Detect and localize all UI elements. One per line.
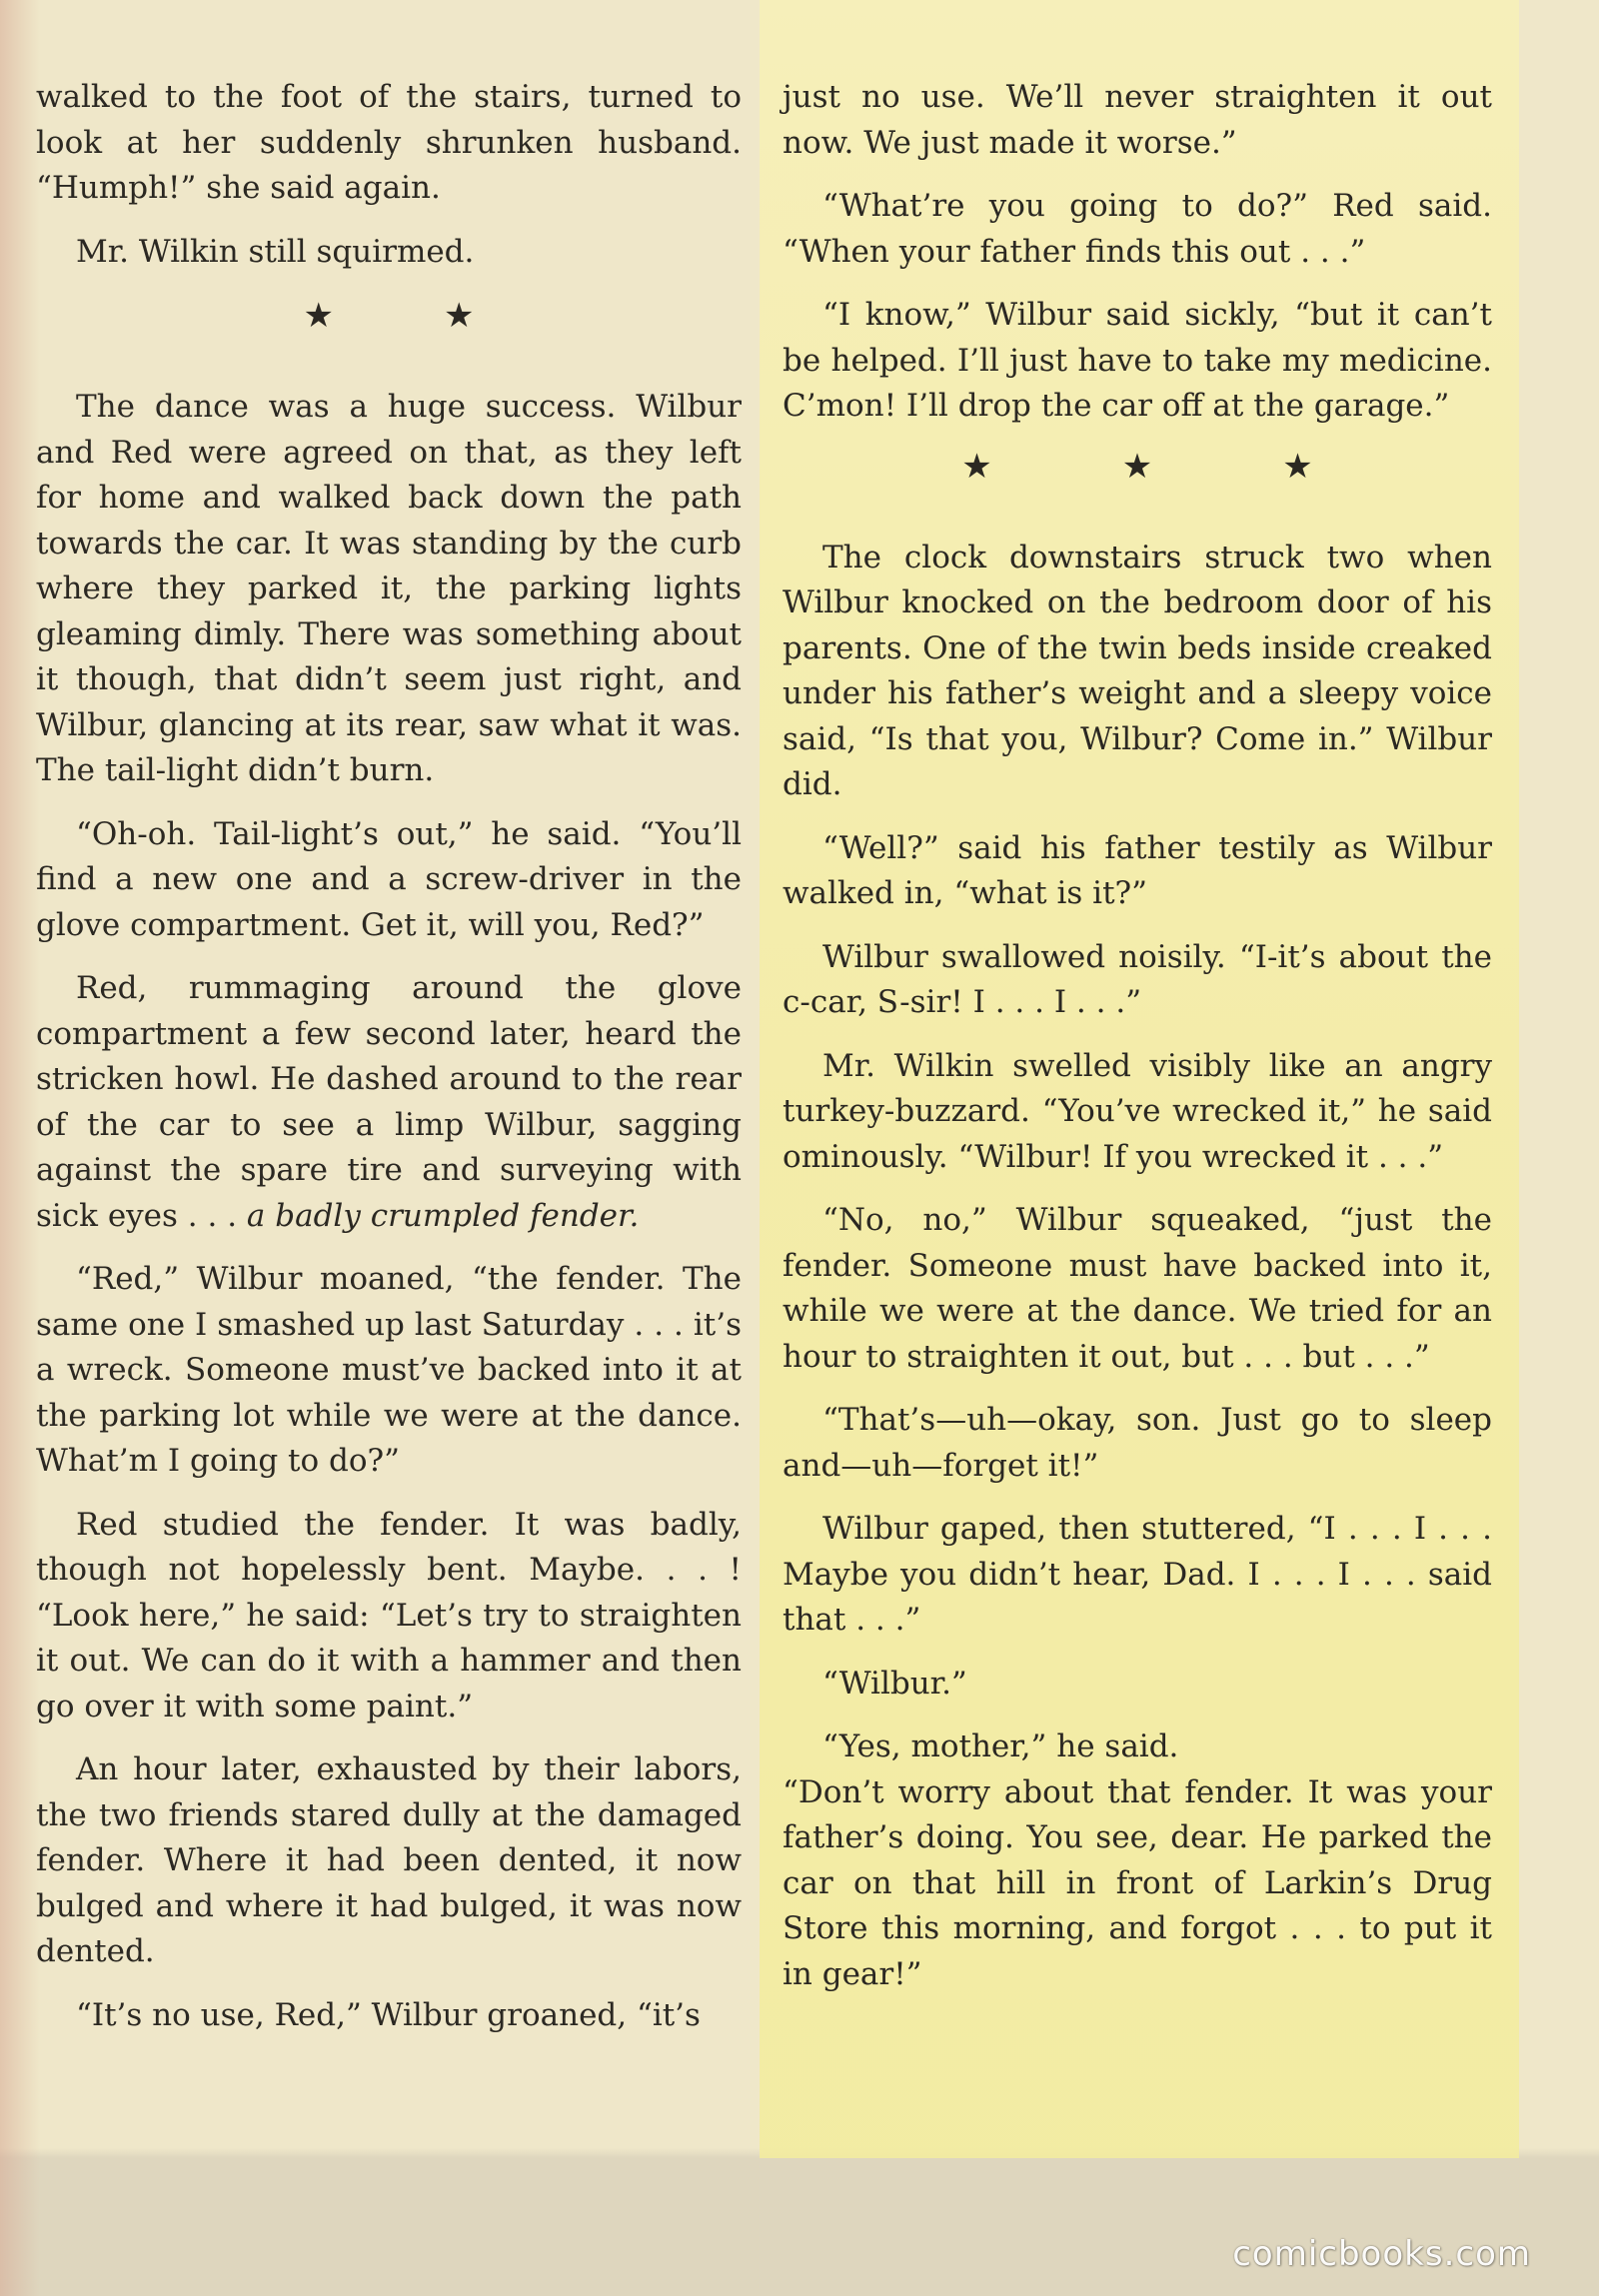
- paragraph: “Well?” said his father testily as Wilbur walked in, “what is it?”: [783, 829, 1492, 911]
- star-icon: ★: [1282, 446, 1313, 487]
- paragraph: Wilbur gaped, then stuttered, “I . . . I . . . Maybe you didn’t hear, Dad. I . . . I . . . said that . . .”: [783, 1511, 1492, 1638]
- scene-break-stars: [783, 446, 1492, 487]
- paragraph: “I know,” Wilbur said sickly, “but it can’t be helped. I’ll just have to take my medicine. C’mon! I’ll drop the car off at the garage.”: [783, 297, 1492, 424]
- star-icon: ★: [961, 446, 992, 487]
- paragraph: Wilbur swallowed noisily. “I-it’s about the c-car, S-sir! I . . . I . . .”: [783, 938, 1492, 1020]
- paragraph: Red studied the fender. It was badly, though not hopelessly bent. Maybe. . . ! “Look here,” he said: “Let’s try to straighten it out. We can do it with a hammer and then go over it with some paint.”: [36, 1506, 742, 1724]
- paragraph: “That’s—uh—okay, son. Just go to sleep and—uh—forget it!”: [783, 1402, 1492, 1484]
- paragraph: “It’s no use, Red,” Wilbur groaned, “it’s: [76, 1996, 701, 2033]
- paragraph: The dance was a huge success. Wilbur and Red were agreed on that, as they left for home and walked back down the path towards the car. It was standing by the curb where they parked it, the parking lights gleaming dimly. There was something about it though, that didn’t seem just right, and Wilbur, glancing at its rear, saw what it was. The tail-light didn’t burn.: [36, 389, 742, 788]
- paragraph: “Oh-oh. Tail-light’s out,” he said. “You’ll find a new one and a screw-driver in the glove compartment. Get it, will you, Red?”: [36, 815, 742, 943]
- paragraph-text: Red, rummaging around the glove compartment a few second later, heard the stricken howl. He dashed around to the rear of the car to see a limp Wilbur, sagging against the spare tire and surveying with sick eyes . . .: [36, 970, 742, 1234]
- paragraph: “No, no,” Wilbur squeaked, “just the fender. Someone must have backed into it, while we were at the dance. We tried for an hour to straighten it out, but . . . but . . .”: [783, 1202, 1492, 1375]
- paragraph: “Yes, mother,” he said.: [822, 1728, 1179, 1764]
- right-column: [783, 75, 1492, 2015]
- paragraph: An hour later, exhausted by their labors, the two friends stared dully at the damaged fender. Where it had been dented, it now bulged and where it had bulged, it was now dented.: [36, 1751, 742, 1969]
- paragraph: walked to the foot of the stairs, turned to look at her suddenly shrunken husband. “Humph!” she said again.: [36, 79, 742, 206]
- paragraph: “What’re you going to do?” Red said. “When your father finds this out . . .”: [783, 188, 1492, 270]
- paragraph: just no use. We’ll never straighten it out now. We just made it worse.”: [783, 79, 1492, 161]
- italic-phrase: a badly crumpled fender.: [246, 1197, 640, 1234]
- paragraph: “Red,” Wilbur moaned, “the fender. The same one I smashed up last Saturday . . . it’s a wreck. Someone must’ve backed into it at the parking lot while we were at the dance. What’m I going to do?”: [36, 1261, 742, 1479]
- paragraph: “Wilbur.”: [822, 1665, 967, 1702]
- paragraph: Mr. Wilkin swelled visibly like an angry turkey-buzzard. “You’ve wrecked it,” he said ominously. “Wilbur! If you wrecked it . . .”: [783, 1047, 1492, 1175]
- star-icon: ★: [303, 296, 334, 336]
- paragraph: [36, 966, 742, 1239]
- paragraph: The clock downstairs struck two when Wilbur knocked on the bedroom door of his parents. One of the twin beds inside creaked under his father’s weight and a sleepy voice said, “Is that you, Wilbur? Come in.” Wilbur did.: [783, 539, 1492, 802]
- paragraph: Mr. Wilkin still squirmed.: [76, 233, 475, 270]
- scene-break-stars: [36, 296, 742, 336]
- star-icon: ★: [444, 296, 475, 336]
- star-icon: ★: [1121, 446, 1153, 487]
- watermark: comicbooks.com: [1232, 2234, 1531, 2274]
- left-column: [36, 75, 742, 2056]
- paragraph: “Don’t worry about that fender. It was your father’s doing. You see, dear. He parked the car on that hill in front of Larkin’s Drug Store this morning, and forgot . . . to put it in gear!”: [783, 1773, 1492, 1992]
